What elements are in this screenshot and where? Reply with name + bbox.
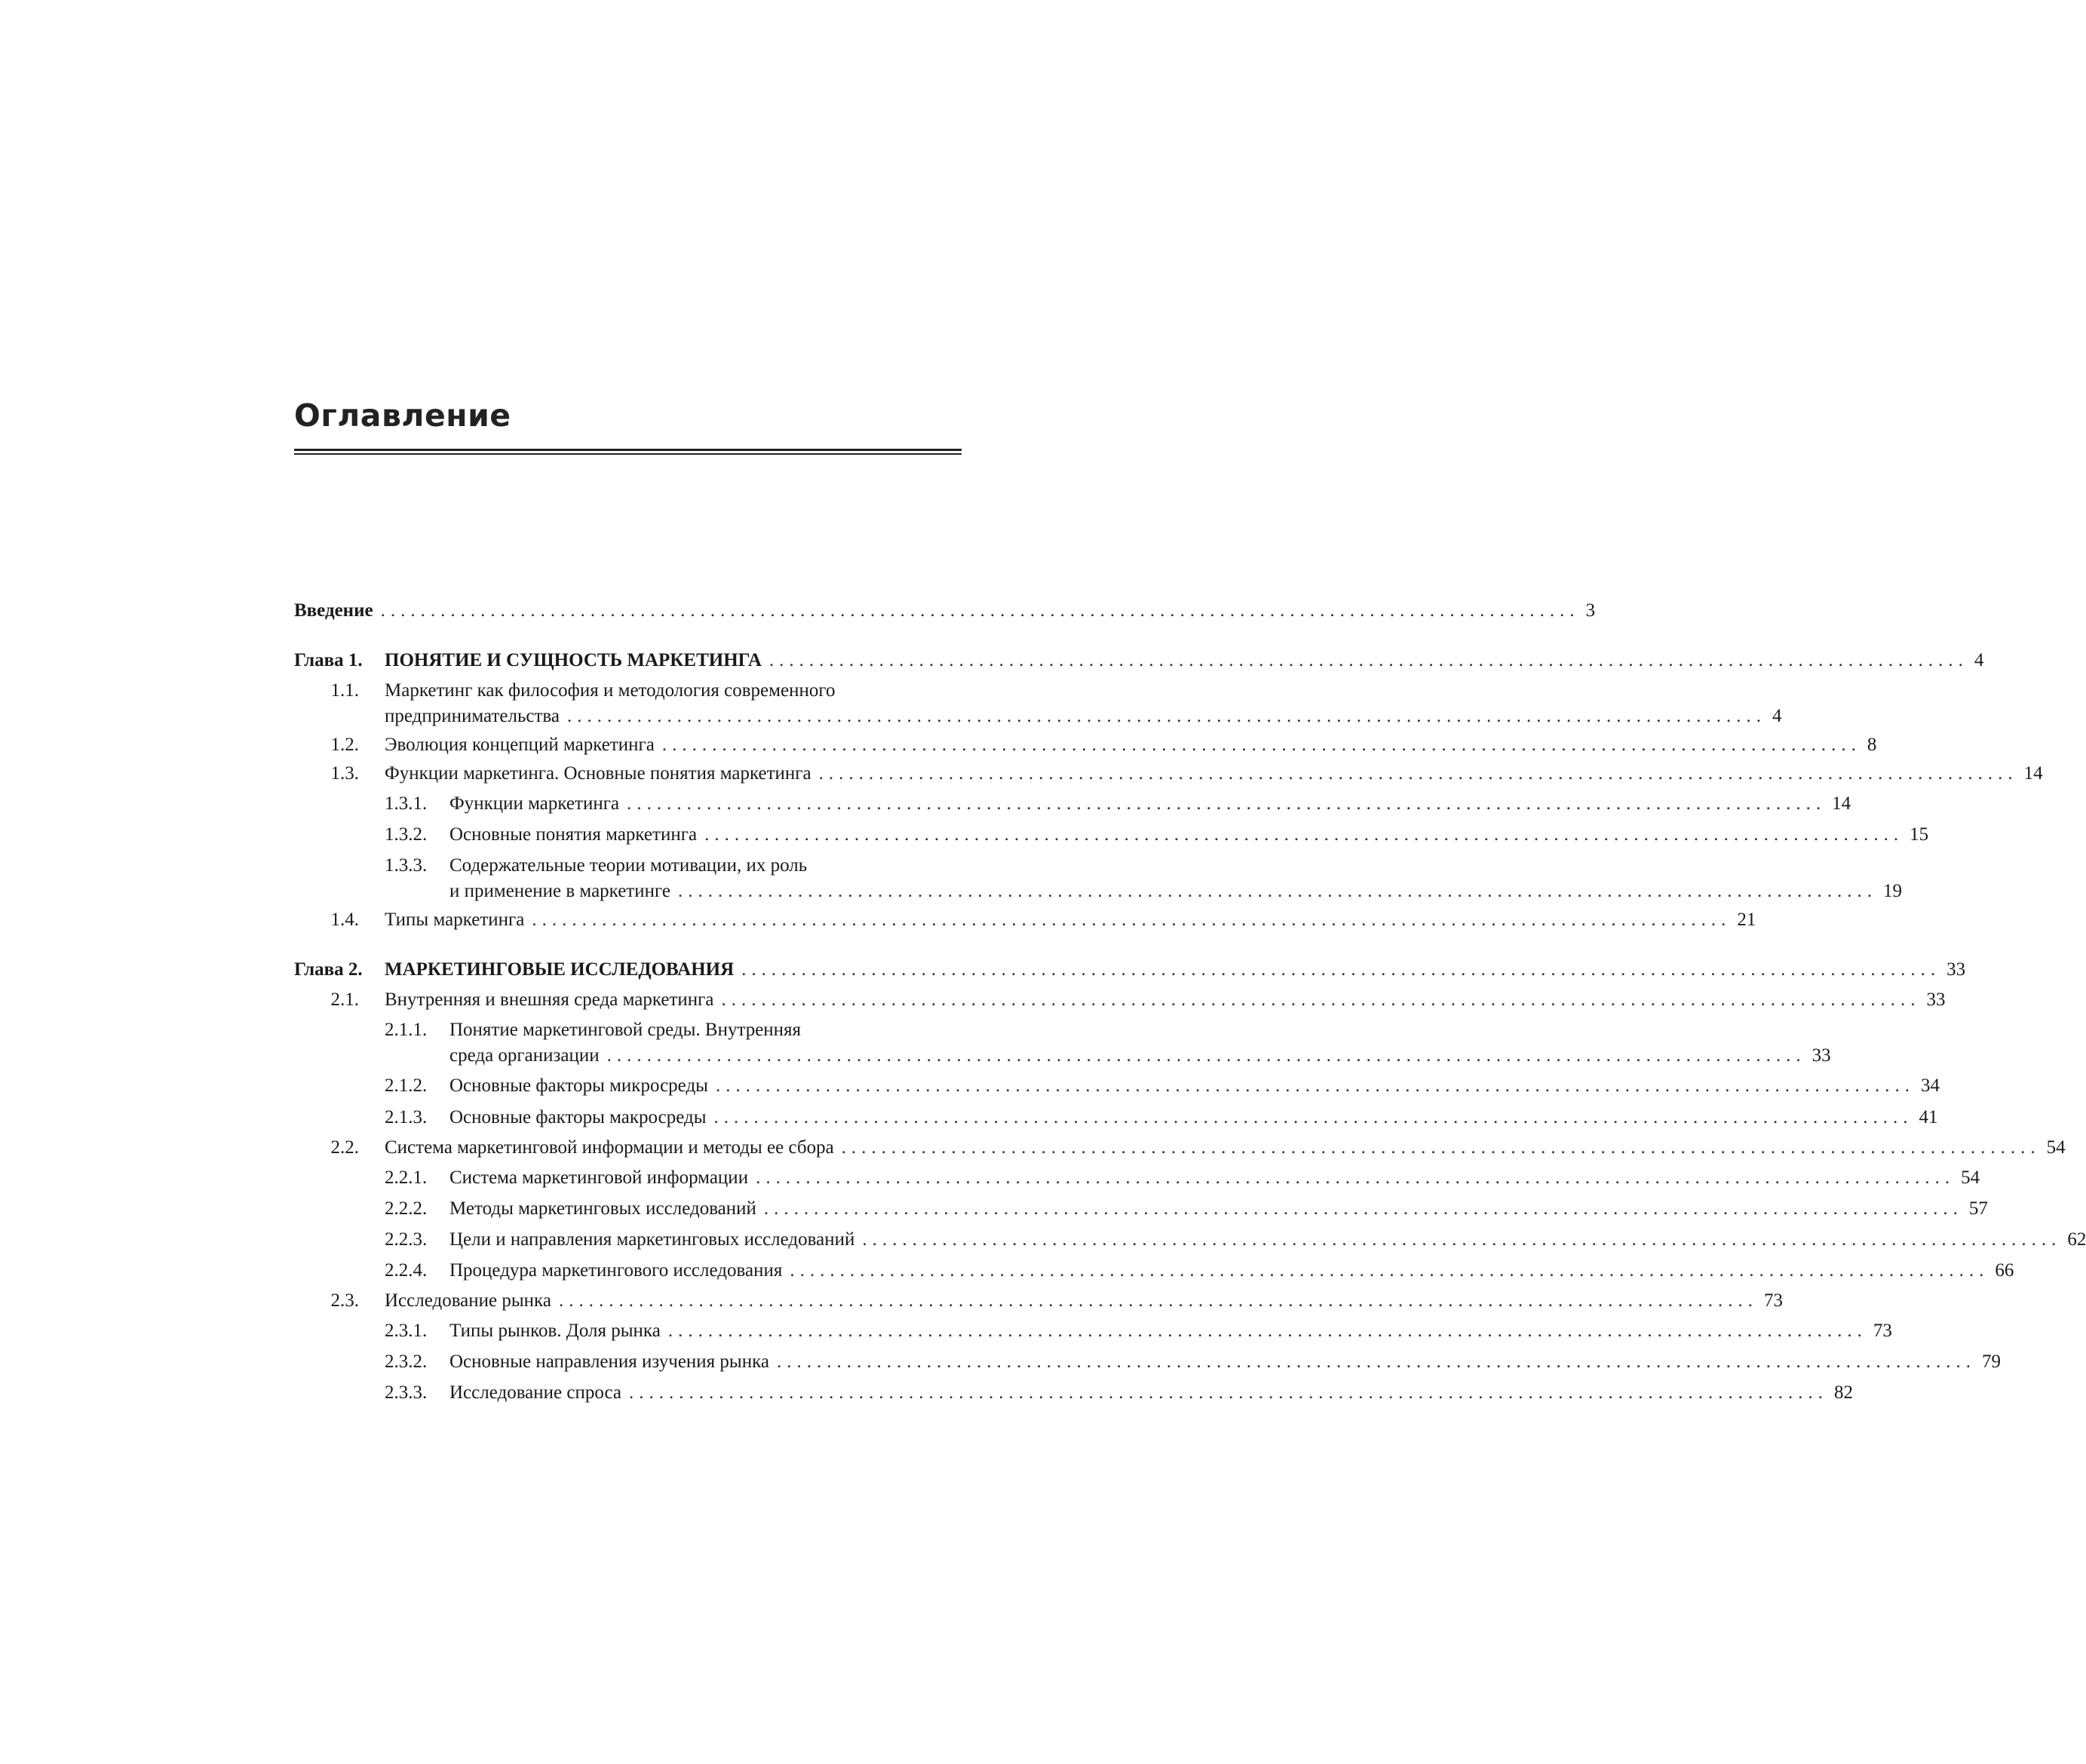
toc-leader-dots: ........................................................................................................................ — [532, 910, 1732, 930]
toc-title: Маркетинг как философия и методология современного — [385, 680, 836, 701]
toc-entry — [0, 1226, 2086, 1253]
toc-page-number: 82 — [1833, 1382, 1853, 1403]
toc-entry — [0, 790, 1851, 818]
toc-entry — [0, 907, 1756, 934]
toc-title: Типы рынков. Доля рынка — [449, 1321, 661, 1341]
toc-title: Система маркетинговой информации — [449, 1167, 749, 1188]
toc-entry — [0, 703, 1782, 730]
toc-page-number: 14 — [2023, 763, 2043, 784]
toc-title: предпринимательства — [385, 706, 560, 726]
toc-number: 1.3.2. — [385, 824, 428, 845]
toc-leader-dots: ........................................................................................................................ — [678, 881, 1878, 901]
toc-entry — [0, 986, 1946, 1014]
toc-page-number: 4 — [1772, 706, 1782, 726]
toc-page-number: 66 — [1995, 1260, 2014, 1281]
toc-leader-dots: ........................................................................................................................ — [627, 793, 1827, 814]
toc-title: Функции маркетинга. Основные понятия маркетинга — [385, 763, 811, 784]
toc-title: Понятие маркетинговой среды. Внутренняя — [449, 1020, 802, 1040]
toc-page-number: 54 — [1961, 1167, 1980, 1188]
toc-number: 2.1.1. — [385, 1020, 428, 1040]
toc-title: Исследование спроса — [449, 1382, 621, 1403]
toc-page-number: 4 — [1974, 650, 1984, 670]
toc-entry — [0, 732, 1877, 759]
toc-title: Цели и направления маркетинговых исследований — [449, 1229, 855, 1250]
toc-number: 1.1. — [330, 680, 359, 701]
toc-number: Глава 1. — [294, 650, 363, 670]
toc-number: 1.2. — [330, 735, 359, 755]
toc-number: 2.1.3. — [385, 1107, 428, 1127]
toc-page-number: 54 — [2046, 1137, 2066, 1158]
toc-entry — [0, 1379, 1853, 1407]
toc-page-number: 33 — [1946, 959, 1966, 980]
toc-page-number: 41 — [1919, 1107, 1938, 1127]
toc-number: 2.3.3. — [385, 1382, 428, 1403]
toc-leader-dots: ........................................................................................................................ — [841, 1137, 2041, 1158]
toc-leader-dots: ........................................................................................................................ — [667, 1321, 1867, 1341]
toc-entry — [0, 1257, 2014, 1284]
toc-entry — [0, 1164, 1980, 1192]
toc-page-number: 62 — [2067, 1229, 2086, 1250]
toc-number: 2.1.2. — [385, 1075, 428, 1096]
toc-leader-dots: ........................................................................................................................ — [862, 1229, 2062, 1250]
toc-entry — [0, 760, 2043, 787]
toc-page-number: 34 — [1920, 1075, 1940, 1096]
toc-entry — [0, 1318, 1892, 1345]
toc-number: 2.2. — [330, 1137, 359, 1158]
toc-page-number: 3 — [1585, 600, 1596, 621]
page-title: Оглавление — [294, 397, 511, 434]
toc-leader-dots: ........................................................................................................................ — [790, 1260, 1989, 1281]
toc-number: 2.2.1. — [385, 1167, 428, 1188]
toc-number: 2.2.3. — [385, 1229, 428, 1250]
toc-entry — [0, 821, 1929, 848]
toc-number: 2.3. — [330, 1290, 359, 1311]
toc-title: Система маркетинговой информации и методы ее сбора — [385, 1137, 834, 1158]
toc-number: 1.3.3. — [385, 855, 428, 876]
toc-title: Основные факторы макросреды — [449, 1107, 707, 1127]
toc-leader-dots: ........................................................................................................................ — [756, 1167, 1956, 1188]
toc-title: Эволюция концепций маркетинга — [385, 735, 655, 755]
toc-leader-dots: ........................................................................................................................ — [606, 1045, 1806, 1066]
toc-leader-dots: ........................................................................................................................ — [704, 824, 1904, 845]
toc-page-number: 33 — [1811, 1045, 1831, 1066]
toc-number: 1.3.1. — [385, 793, 428, 814]
toc-entry — [0, 878, 1903, 905]
toc-entry — [0, 1104, 1938, 1131]
toc-page-number: 33 — [1926, 989, 1946, 1010]
toc-page-number: 14 — [1832, 793, 1851, 814]
toc-number: Глава 2. — [294, 959, 363, 980]
toc-page-number: 73 — [1763, 1290, 1783, 1311]
toc-title: ПОНЯТИЕ И СУЩНОСТЬ МАРКЕТИНГА — [385, 650, 762, 670]
toc-title: среда организации — [449, 1045, 600, 1066]
toc-page-number: 19 — [1883, 881, 1903, 901]
toc-leader-dots: ........................................................................................................................ — [763, 1198, 1963, 1219]
toc-title: Типы маркетинга — [385, 910, 525, 930]
toc-title: Методы маркетинговых исследований — [449, 1198, 756, 1219]
toc-number: 2.3.2. — [385, 1351, 428, 1372]
toc-title: и применение в маркетинге — [449, 881, 671, 901]
toc-leader-dots: ........................................................................................................................ — [818, 763, 2018, 784]
toc-number: 2.2.2. — [385, 1198, 428, 1219]
toc-leader-dots: ........................................................................................................................ — [566, 706, 1766, 726]
toc-number: 1.3. — [330, 763, 359, 784]
toc-entry — [0, 956, 1966, 983]
toc-entry — [0, 597, 1596, 624]
toc-leader-dots: ........................................................................................................................ — [661, 735, 1861, 755]
toc-entry — [0, 647, 1984, 674]
toc-leader-dots: ........................................................................................................................ — [558, 1290, 1758, 1311]
toc-leader-dots: ........................................................................................................................ — [776, 1351, 1976, 1372]
toc-leader-dots: ........................................................................................................................ — [721, 989, 1921, 1010]
toc-title: Основные понятия маркетинга — [449, 824, 698, 845]
toc-number: 2.3.1. — [385, 1321, 428, 1341]
toc-title: Процедура маркетингового исследования — [449, 1260, 783, 1281]
toc-entry — [0, 1017, 1247, 1044]
toc-page-number: 21 — [1737, 910, 1756, 930]
toc-title: Содержательные теории мотивации, их роль — [449, 855, 808, 876]
toc-entry — [0, 1287, 1783, 1315]
toc-entry — [0, 1195, 1988, 1223]
toc-title: Внутренняя и внешняя среда маркетинга — [385, 989, 714, 1010]
toc-title: МАРКЕТИНГОВЫЕ ИССЛЕДОВАНИЯ — [385, 959, 735, 980]
toc-title: Введение — [294, 600, 373, 621]
toc-leader-dots: ........................................................................................................................ — [713, 1107, 1913, 1127]
toc-entry — [0, 1042, 1831, 1069]
toc-leader-dots: ........................................................................................................................ — [380, 600, 1580, 621]
toc-leader-dots: ........................................................................................................................ — [768, 650, 1968, 670]
toc-page-number: 79 — [1981, 1351, 2001, 1372]
toc-entry — [0, 1134, 2066, 1161]
toc-title: Основные факторы микросреды — [449, 1075, 708, 1096]
toc-number: 2.2.4. — [385, 1260, 428, 1281]
toc-leader-dots: ........................................................................................................................ — [628, 1382, 1828, 1403]
toc-entry — [0, 1348, 2001, 1376]
toc-number: 2.1. — [330, 989, 359, 1010]
toc-page-number: 73 — [1873, 1321, 1892, 1341]
toc-leader-dots: ........................................................................................................................ — [741, 959, 1941, 980]
toc-leader-dots: ........................................................................................................................ — [715, 1075, 1915, 1096]
toc-title: Исследование рынка — [385, 1290, 551, 1311]
toc-page-number: 8 — [1867, 735, 1877, 755]
toc-title: Функции маркетинга — [449, 793, 620, 814]
toc-title: Основные направления изучения рынка — [449, 1351, 769, 1372]
toc-entry — [0, 1072, 1940, 1100]
toc-entry — [0, 677, 1247, 704]
toc-page-number: 15 — [1910, 824, 1929, 845]
toc-entry — [0, 852, 1247, 879]
toc-number: 1.4. — [330, 910, 359, 930]
toc-page-number: 57 — [1968, 1198, 1988, 1219]
